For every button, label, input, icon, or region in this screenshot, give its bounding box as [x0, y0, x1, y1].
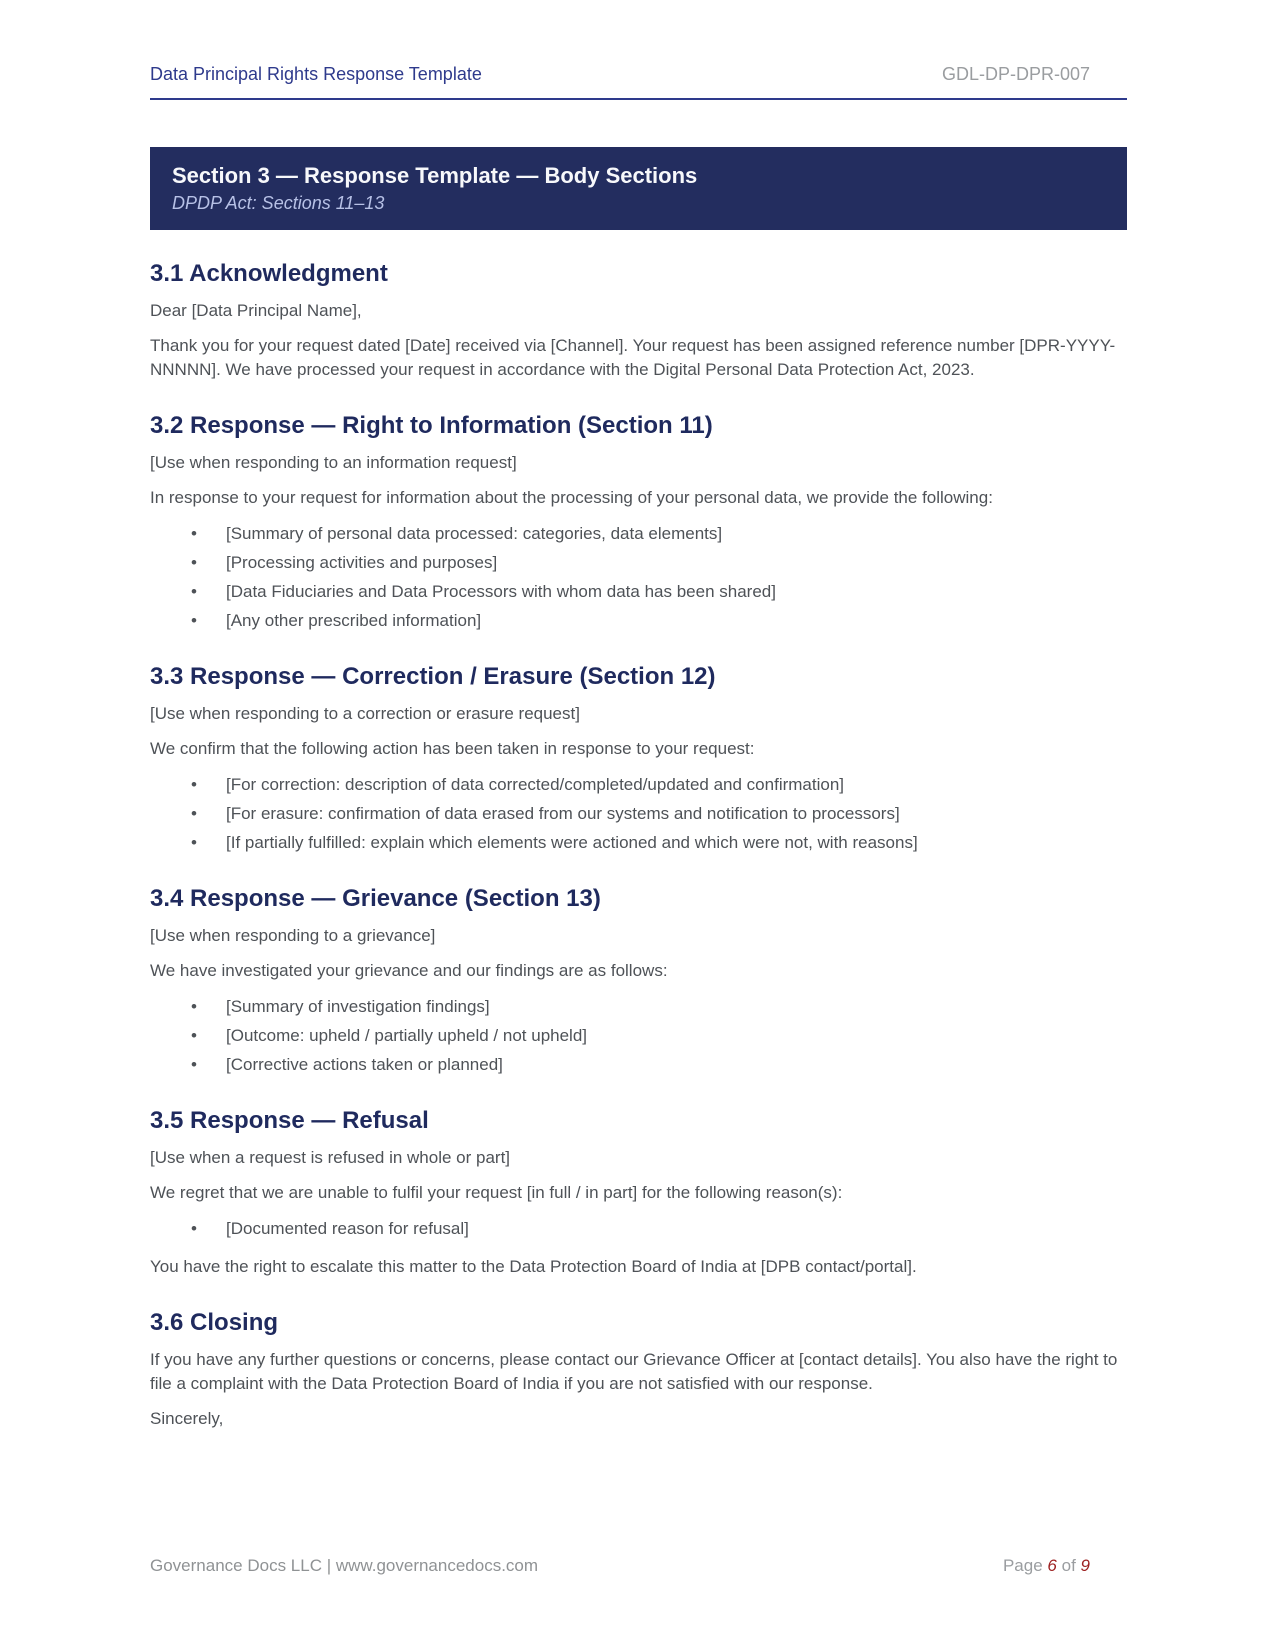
- list-item: • [Summary of investigation findings]: [150, 995, 1127, 1019]
- list-item: • [If partially fulfilled: explain which elements were actioned and which were not, with reasons]: [150, 831, 1127, 855]
- section-heading-3-5: 3.5 Response — Refusal: [150, 1107, 429, 1134]
- section-banner-title: Section 3 — Response Template — Body Sections: [172, 163, 698, 188]
- list-item: • [For erasure: confirmation of data erased from our systems and notification to processors]: [150, 802, 1127, 826]
- bullet-list: [150, 773, 1127, 855]
- section-heading-3-4: 3.4 Response — Grievance (Section 13): [150, 885, 601, 912]
- bullet-list: [150, 1217, 1127, 1241]
- section-heading-3-3: 3.3 Response — Correction / Erasure (Section 12): [150, 663, 716, 690]
- document-title: Data Principal Rights Response Template: [150, 64, 482, 84]
- paragraph: You have the right to escalate this matter to the Data Protection Board of India at [DPB contact/portal].: [150, 1257, 917, 1276]
- list-item: • [For correction: description of data corrected/completed/updated and confirmation]: [150, 773, 1127, 797]
- paragraph: We have investigated your grievance and our findings are as follows:: [150, 961, 668, 980]
- document-code: GDL-DP-DPR-007: [941, 64, 1090, 84]
- document-footer: [150, 1556, 1127, 1576]
- section-banner: [150, 147, 1127, 230]
- footer-page-of: of: [1061, 1556, 1076, 1575]
- list-item: • [Documented reason for refusal]: [150, 1217, 1127, 1241]
- document-header: [150, 0, 1127, 100]
- paragraph: [Use when responding to an information request]: [150, 453, 517, 472]
- section-banner-subtitle: DPDP Act: Sections 11–13: [172, 193, 385, 213]
- paragraph: Sincerely,: [150, 1409, 224, 1428]
- list-item: • [Outcome: upheld / partially upheld / not upheld]: [150, 1024, 1127, 1048]
- section-heading-3-6: 3.6 Closing: [150, 1309, 279, 1336]
- bullet-list: [150, 522, 1127, 633]
- footer-page-total: 9: [1080, 1556, 1090, 1575]
- footer-page-label: Page: [1002, 1556, 1043, 1575]
- footer-company-line: Governance Docs LLC | www.governancedocs.com: [150, 1556, 539, 1575]
- bullet-list: [150, 995, 1127, 1077]
- paragraph: We confirm that the following action has been taken in response to your request:: [150, 739, 755, 758]
- section-heading-3-1: 3.1 Acknowledgment: [150, 260, 388, 287]
- paragraph: We regret that we are unable to fulfil your request [in full / in part] for the following reason(s):: [150, 1183, 843, 1202]
- paragraph: If you have any further questions or concerns, please contact our Grievance Officer at [contact details]. You also have the right to file a complaint with the Data Protection Board of India if you are not satisfied with our response.: [150, 1350, 1118, 1393]
- page-content: [150, 0, 1127, 1431]
- list-item: • [Processing activities and purposes]: [150, 551, 1127, 575]
- list-item: • [Data Fiduciaries and Data Processors with whom data has been shared]: [150, 580, 1127, 604]
- paragraph: [Use when responding to a correction or erasure request]: [150, 704, 580, 723]
- section-heading-3-2: 3.2 Response — Right to Information (Section 11): [150, 412, 713, 439]
- list-item: • [Any other prescribed information]: [150, 609, 1127, 633]
- footer-page-current: 6: [1047, 1556, 1057, 1575]
- footer-page-indicator: [1003, 1556, 1127, 1576]
- paragraph: [Use when responding to a grievance]: [150, 926, 436, 945]
- paragraph: In response to your request for information about the processing of your personal data, we provide the following:: [150, 488, 993, 507]
- list-item: • [Summary of personal data processed: categories, data elements]: [150, 522, 1127, 546]
- list-item: • [Corrective actions taken or planned]: [150, 1053, 1127, 1077]
- paragraph: Thank you for your request dated [Date] received via [Channel]. Your request has been assigned reference number [DPR-YYYY-NNNNN]. We have processed your request in accordance with the Digital Personal Data Protection Act, 2023.: [150, 336, 1116, 379]
- paragraph: Dear [Data Principal Name],: [150, 301, 362, 320]
- paragraph: [Use when a request is refused in whole or part]: [150, 1148, 511, 1167]
